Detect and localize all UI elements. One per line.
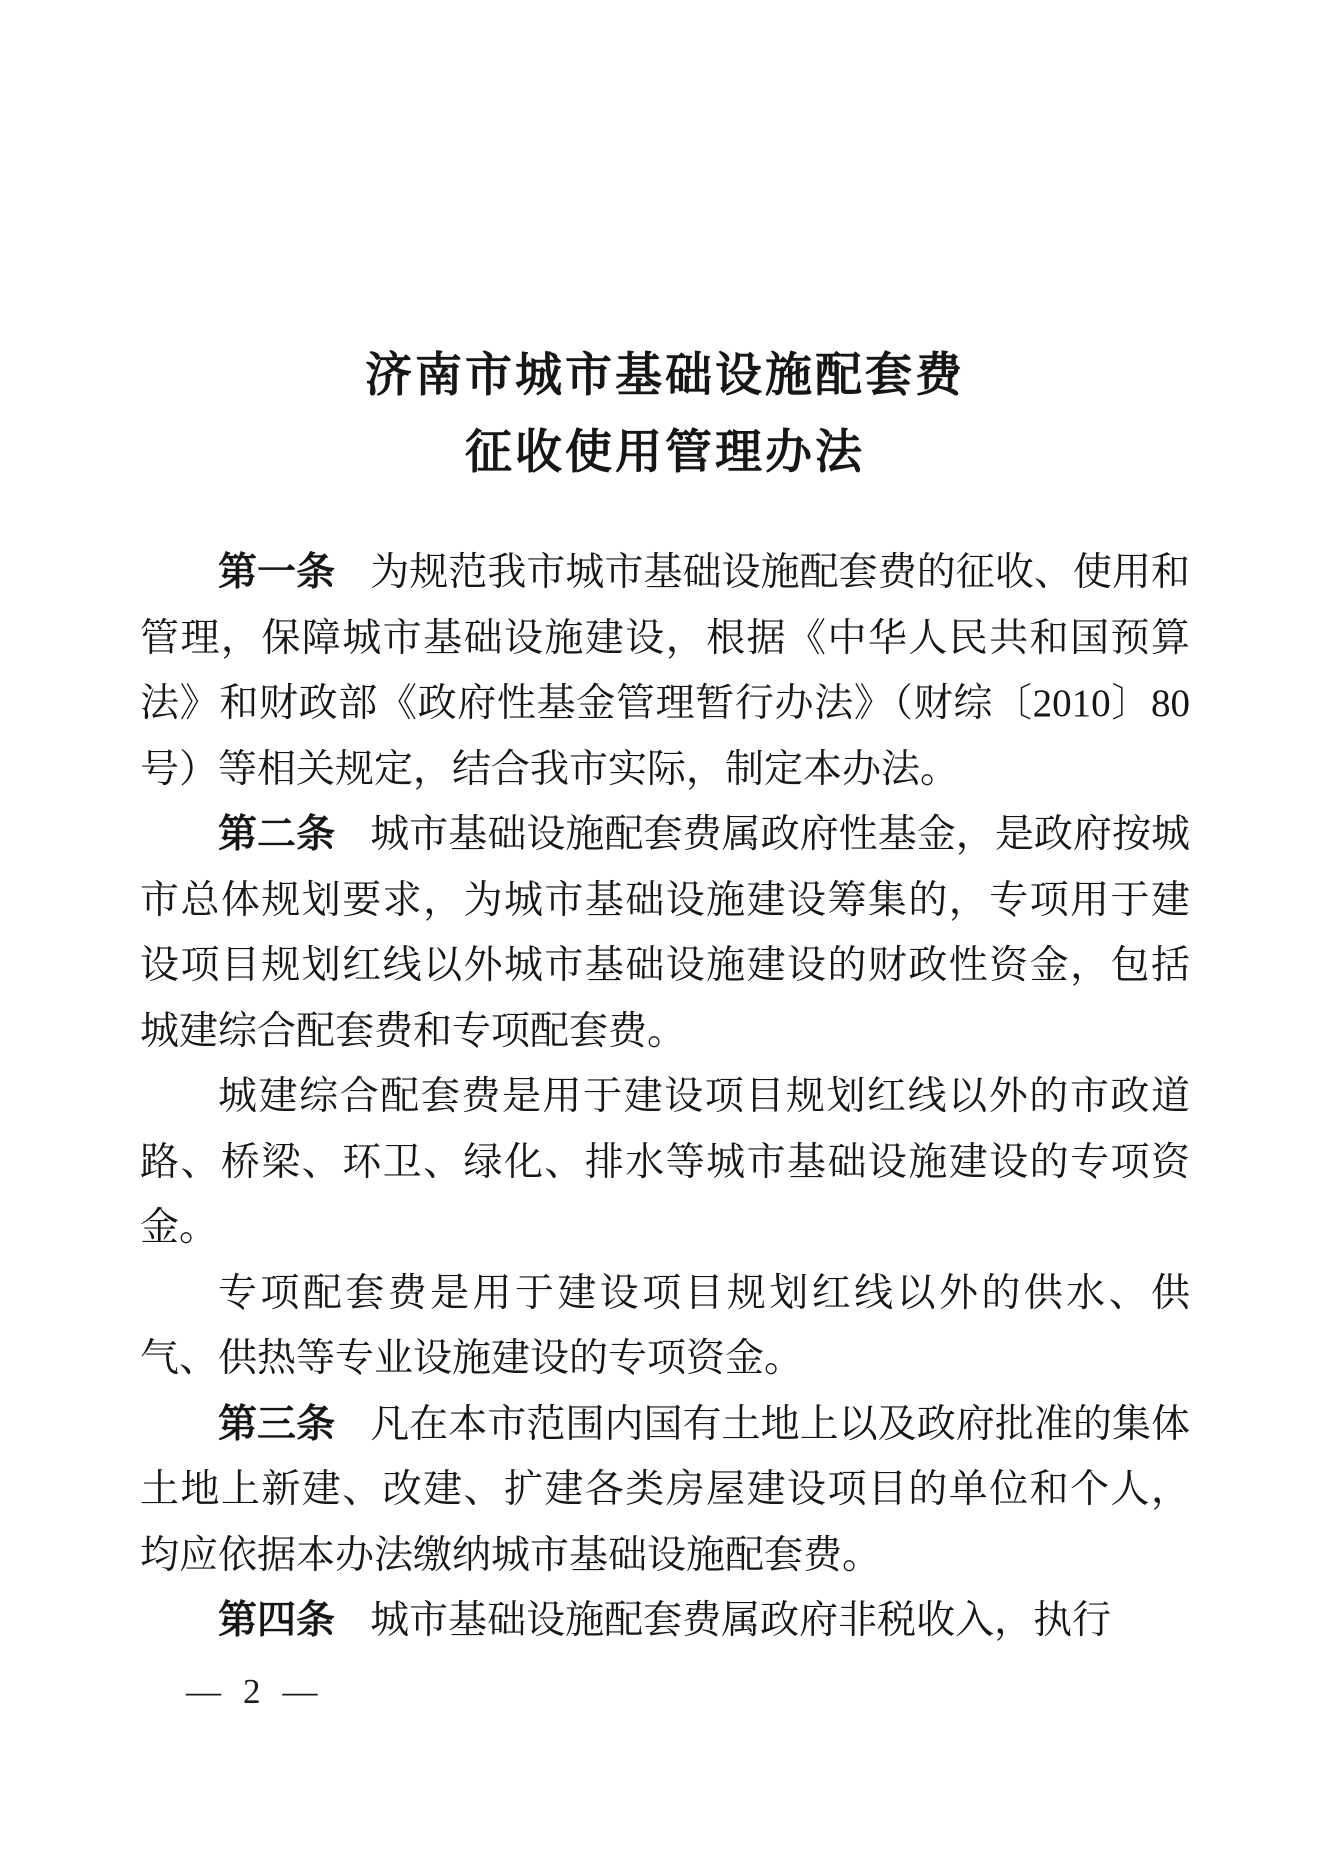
page-number: 2 — [243, 1672, 261, 1711]
article-3-number: 第三条 — [218, 1402, 336, 1446]
paragraph-comprehensive-fee — [140, 1064, 1190, 1261]
paragraph-article-4 — [140, 1588, 1190, 1654]
title-line-2: 征收使用管理办法 — [465, 427, 865, 479]
article-3-text: 凡在本市范围内国有土地上以及政府批准的集体土地上新建、改建、扩建各类房屋建设项目的单位和个人，均应依据本办法缴纳城市基础设施配套费。 — [140, 1402, 1190, 1577]
paragraph-3-text: 城建综合配套费是用于建设项目规划红线以外的市政道路、桥梁、环卫、绿化、排水等城市基础设施建设的专项资金。 — [140, 1075, 1190, 1249]
article-2-number: 第二条 — [218, 813, 336, 856]
paragraph-article-1 — [140, 540, 1190, 802]
article-1-number: 第一条 — [218, 551, 336, 594]
footer-left-dash: — — [186, 1672, 221, 1711]
paragraph-4-text: 专项配套费是用于建设项目规划红线以外的供水、供气、供热等专业设施建设的专项资金。 — [140, 1271, 1190, 1380]
footer-right-dash: — — [282, 1672, 318, 1711]
page-footer — [186, 1672, 318, 1712]
article-4-text: 城市基础设施配套费属政府非税收入，执行 — [370, 1599, 1112, 1642]
document-content — [140, 0, 1190, 1654]
paragraph-article-3 — [140, 1392, 1190, 1589]
title-line-1: 济南市城市基础设施配套费 — [365, 350, 965, 402]
article-4-number: 第四条 — [218, 1599, 336, 1642]
paragraph-article-2 — [140, 802, 1190, 1064]
document-body — [140, 540, 1190, 1654]
paragraph-special-fee — [140, 1261, 1190, 1392]
article-1-text: 为规范我市城市基础设施配套费的征收、使用和管理，保障城市基础设施建设，根据《中华人民共和国预算法》和财政部《政府性基金管理暂行办法》（财综〔2010〕80 号）等相关规定，结合我市实际，制定本办法。 — [140, 551, 1190, 791]
document-title — [140, 0, 1190, 492]
article-2-text: 城市基础设施配套费属政府性基金，是政府按城市总体规划要求，为城市基础设施建设筹集的，专项用于建设项目规划红线以外城市基础设施建设的财政性资金，包括城建综合配套费和专项配套费。 — [140, 813, 1190, 1053]
